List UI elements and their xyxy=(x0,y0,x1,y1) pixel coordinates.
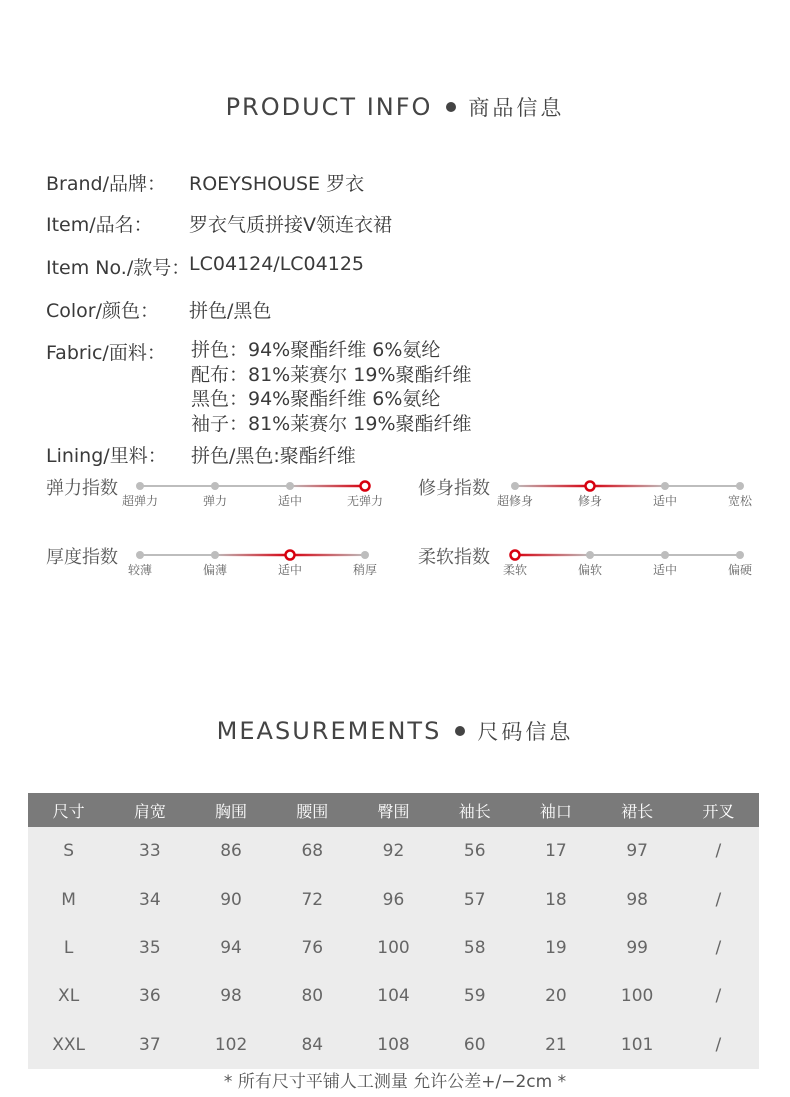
table-cell: 60 xyxy=(434,1021,515,1069)
table-cell: 108 xyxy=(353,1021,434,1069)
color-label: Color/颜色： xyxy=(46,300,160,322)
header-shoulder: 肩宽 xyxy=(109,793,190,827)
table-cell: 98 xyxy=(190,972,271,1020)
table-row xyxy=(28,1021,759,1069)
table-body xyxy=(28,827,759,1069)
header-size: 尺寸 xyxy=(28,793,109,827)
scale-tick-label: 适中 xyxy=(652,494,678,508)
scale-tick-label: 偏软 xyxy=(577,563,603,577)
fabric-line: 拼色：94%聚酯纤维 6%氨纶 xyxy=(191,339,441,361)
product-info-title-en: PRODUCT INFO xyxy=(225,93,433,121)
table-cell: 58 xyxy=(434,924,515,972)
table-cell: 98 xyxy=(597,875,678,923)
scale-tick-label: 宽松 xyxy=(727,494,753,508)
table-cell: 37 xyxy=(109,1021,190,1069)
scale-tick-label: 稍厚 xyxy=(352,563,378,577)
table-cell: S xyxy=(28,827,109,875)
item-label: Item/品名： xyxy=(46,214,153,236)
table-row xyxy=(28,875,759,923)
item-no-label: Item No./款号： xyxy=(46,257,191,279)
header-sleeve-length: 袖长 xyxy=(434,793,515,827)
measurements-title-cn: 尺码信息 xyxy=(477,720,574,744)
brand-value: ROEYSHOUSE 罗衣 xyxy=(189,173,365,195)
table-cell: 99 xyxy=(597,924,678,972)
table-cell: 36 xyxy=(109,972,190,1020)
table-cell: 92 xyxy=(353,827,434,875)
measurements-table xyxy=(28,793,759,1069)
fabric-line: 配布：81%莱赛尔 19%聚酯纤维 xyxy=(191,363,472,386)
measurements-title-en: MEASUREMENTS xyxy=(216,717,442,745)
table-cell: 96 xyxy=(353,875,434,923)
table-cell: 20 xyxy=(515,972,596,1020)
table-cell: / xyxy=(678,827,759,875)
table-cell: / xyxy=(678,972,759,1020)
product-info-title-cn: 商品信息 xyxy=(468,96,565,120)
table-cell: / xyxy=(678,1021,759,1069)
header-dress-length: 裙长 xyxy=(597,793,678,827)
scale-tick-label: 柔软 xyxy=(502,563,528,577)
scale-selected-marker xyxy=(511,551,520,560)
table-cell: 18 xyxy=(515,875,596,923)
scale-tick-label: 无弹力 xyxy=(346,494,384,508)
scale-tick-label: 偏薄 xyxy=(202,563,228,577)
scale-dot xyxy=(736,551,744,559)
table-cell: 35 xyxy=(109,924,190,972)
table-row xyxy=(28,827,759,875)
scale-tick-label: 适中 xyxy=(277,563,303,577)
measurements-title xyxy=(0,716,790,746)
header-cuff: 袖口 xyxy=(515,793,596,827)
lining-label: Lining/里料： xyxy=(46,445,167,467)
table-cell: 19 xyxy=(515,924,596,972)
fabric-line: 袖子：81%莱赛尔 19%聚酯纤维 xyxy=(191,412,472,435)
table-cell: 56 xyxy=(434,827,515,875)
table-cell: XL xyxy=(28,972,109,1020)
fabric-line: 黑色：94%聚酯纤维 6%氨纶 xyxy=(191,388,441,410)
table-cell: / xyxy=(678,875,759,923)
table-cell: XXL xyxy=(28,1021,109,1069)
header-bust: 胸围 xyxy=(190,793,271,827)
table-cell: 21 xyxy=(515,1021,596,1069)
fabric-label: Fabric/面料： xyxy=(46,342,166,364)
table-cell: 57 xyxy=(434,875,515,923)
table-cell: 80 xyxy=(272,972,353,1020)
table-cell: 59 xyxy=(434,972,515,1020)
fit-index-label: 修身指数 xyxy=(418,478,490,499)
elasticity-index-label: 弹力指数 xyxy=(46,478,118,499)
color-value: 拼色/黑色 xyxy=(189,300,272,322)
scale-tick-label: 超弹力 xyxy=(121,494,159,508)
scale-dot xyxy=(586,551,594,559)
table-cell: 76 xyxy=(272,924,353,972)
table-cell: 34 xyxy=(109,875,190,923)
table-cell: 100 xyxy=(353,924,434,972)
table-cell: 97 xyxy=(597,827,678,875)
table-cell: 72 xyxy=(272,875,353,923)
header-hip: 臀围 xyxy=(353,793,434,827)
softness-index-label: 柔软指数 xyxy=(418,547,490,568)
table-cell: 100 xyxy=(597,972,678,1020)
table-cell: 90 xyxy=(190,875,271,923)
table-cell: M xyxy=(28,875,109,923)
header-slit: 开叉 xyxy=(678,793,759,827)
bullet-dot xyxy=(455,726,465,736)
table-cell: 104 xyxy=(353,972,434,1020)
table-header-row xyxy=(28,793,759,827)
table-cell: 102 xyxy=(190,1021,271,1069)
scale-tick-label: 适中 xyxy=(652,563,678,577)
thickness-index-label: 厚度指数 xyxy=(46,547,118,568)
lining-value: 拼色/黑色:聚酯纤维 xyxy=(191,445,356,467)
scale-tick-label: 偏硬 xyxy=(727,563,753,577)
table-cell: 101 xyxy=(597,1021,678,1069)
table-cell: 84 xyxy=(272,1021,353,1069)
scale-tick-label: 弹力 xyxy=(202,494,228,508)
scale-tick-label: 适中 xyxy=(277,494,303,508)
item-value: 罗衣气质拼接V领连衣裙 xyxy=(189,214,392,236)
measurement-note: * 所有尺寸平铺人工测量 允许公差+/−2cm * xyxy=(223,1072,567,1092)
scale-dot xyxy=(661,551,669,559)
table-cell: 94 xyxy=(190,924,271,972)
item-no-value: LC04124/LC04125 xyxy=(189,253,364,275)
table-cell: 86 xyxy=(190,827,271,875)
header-waist: 腰围 xyxy=(272,793,353,827)
table-cell: 68 xyxy=(272,827,353,875)
scale-tick-label: 修身 xyxy=(577,494,603,508)
table-cell: 17 xyxy=(515,827,596,875)
table-cell: L xyxy=(28,924,109,972)
table-cell: / xyxy=(678,924,759,972)
scale-tick-label: 超修身 xyxy=(496,494,534,508)
table-cell: 33 xyxy=(109,827,190,875)
table-row xyxy=(28,924,759,972)
brand-label: Brand/品牌： xyxy=(46,173,166,195)
scale-tick-label: 较薄 xyxy=(127,563,153,577)
table-row xyxy=(28,972,759,1020)
